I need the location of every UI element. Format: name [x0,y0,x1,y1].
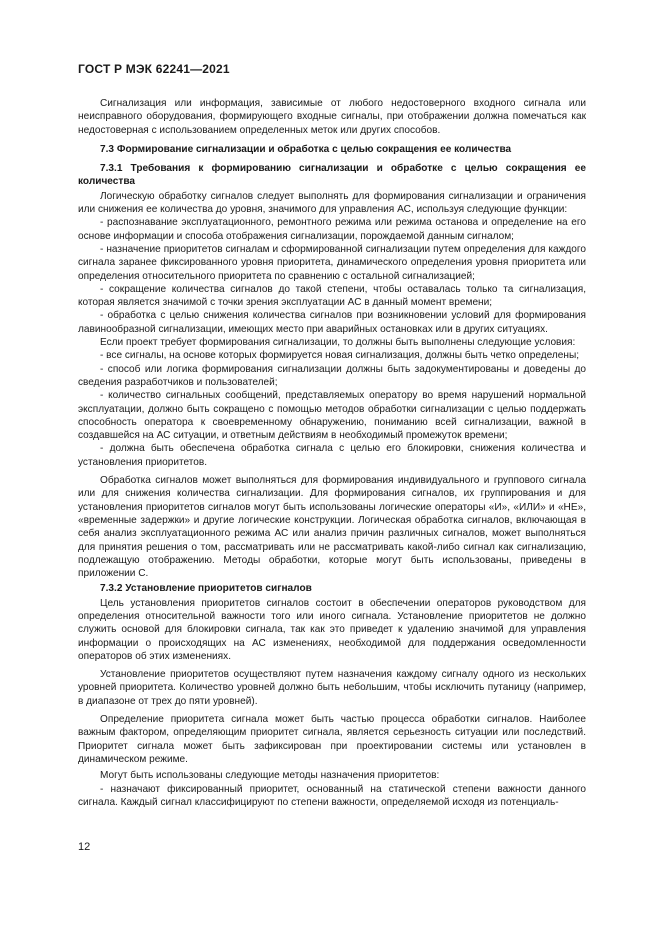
subsection-heading: 7.3.2 Установление приоритетов сигналов [100,583,312,595]
page-number: 12 [78,841,91,853]
paragraph: Сигнализация или информация, зависимые от любого недостоверного входного сигнала или неисправного оборудования, формирующего входные сигналы, при отображении должна помечаться как недостоверная с использованием определенных меток или других способов. [78,98,586,136]
list-item: - сокращение количества сигналов до такой степени, чтобы оставалась только та сигнализация, которая является значимой с точки зрения эксплуатации АС в данный момент времени; [78,283,586,309]
list-item: - количество сигнальных сообщений, представляемых оператору во время нарушений нормальной эксплуатации, должно быть сокращено с помощью методов обработки сигнализации с целью поддержать способность оператора к своевременному обнаружению, пониманию всей сигнализации, важной в создавшейся на АС ситуации, и ответным действиям в необходимый промежуток времени; [78,390,586,442]
paragraph: Если проект требует формирования сигнализации, то должны быть выполнены следующие условия: [100,337,576,349]
paragraph: Обработка сигналов может выполняться для формирования индивидуального и группового сигнала или для снижения количества сигнализации. Для формирования сигналов, их группирования и для установления приоритетов сигналов могут быть использованы логические операторы «И», «ИЛИ» и «НЕ», «временные задержки» и другие логические конструкции. Логическая обработка сигналов, включающая в себя анализ эксплуатационного режима АС или анализ причин различных сигналов, может выполняться для принятия решения о том, рассматривать или не рассматривать какой-либо сигнал как сигнализацию, подлежащую отображению. Методы обработки, которые могут быть использованы, приведены в приложении С. [78,475,586,580]
document-header: ГОСТ Р МЭК 62241—2021 [78,62,230,76]
subsection-heading: 7.3.1 Требования к формированию сигнализации и обработке с целью сокращения ее количества [78,163,586,188]
paragraph: Логическую обработку сигналов следует выполнять для формирования сигнализации и ограничения или снижения ее количества до уровня, значимого для управления АС, используя следующие функции: [78,190,586,216]
paragraph: Установление приоритетов осуществляют путем назначения каждому сигналу одного из нескольких уровней приоритета. Количество уровней должно быть небольшим, чтобы исключить путаницу (например, в диапазоне от трех до пяти уровней). [78,669,586,707]
paragraph: Определение приоритета сигнала может быть частью процесса обработки сигналов. Наиболее важным фактором, определяющим приоритет сигнала, является серьезность ситуации или последствий. Приоритет сигнала может быть зафиксирован при проектировании системы или установлен в динамическом режиме. [78,714,586,765]
section-heading: 7.3 Формирование сигнализации и обработка с целью сокращения ее количества [100,143,512,155]
list-item: - назначение приоритетов сигналам и сформированной сигнализации путем определения для каждого сигнала заранее фиксированного уровня приоритета, динамического определения уровня приоритета или определения относительного приоритета по сравнению с остальной сигнализацией; [78,243,586,282]
list-item: - все сигналы, на основе которых формируется новая сигнализация, должны быть четко определены; [100,350,580,362]
document-body [78,94,586,809]
list-item: - назначают фиксированный приоритет, основанный на статической степени важности данного сигнала. Каждый сигнал классифицируют по степени важности, определяемой исходя из потенциаль- [78,783,586,808]
list-item: - распознавание эксплуатационного, ремонтного режима или режима останова и определение на его основе информации и способа отображения сигнализации, порождаемой данным сигналом; [78,217,586,242]
list-item: - должна быть обеспечена обработка сигнала с целью его блокировки, снижения количества и установления приоритетов. [78,443,586,468]
list-item: - способ или логика формирования сигнализации должны быть задокументированы и доведены до сведения разработчиков и пользователей; [78,363,586,388]
paragraph: Могут быть использованы следующие методы назначения приоритетов: [100,770,440,782]
paragraph: Цель установления приоритетов сигналов состоит в обеспечении операторов руководством для определения относительной важности того или иного сигнала. Установление приоритетов не должно служить основой для блокировки сигнала, так как это приведет к удалению значимой для управления информации о происходящих на АС изменениях, необходимой для поддержания осведомленности операторов об этих изменениях. [78,597,586,662]
list-item: - обработка с целью снижения количества сигналов при возникновении условий для формирования лавинообразной сигнализации, имеющих место при аварийных остановках или в других ситуациях. [78,310,586,335]
